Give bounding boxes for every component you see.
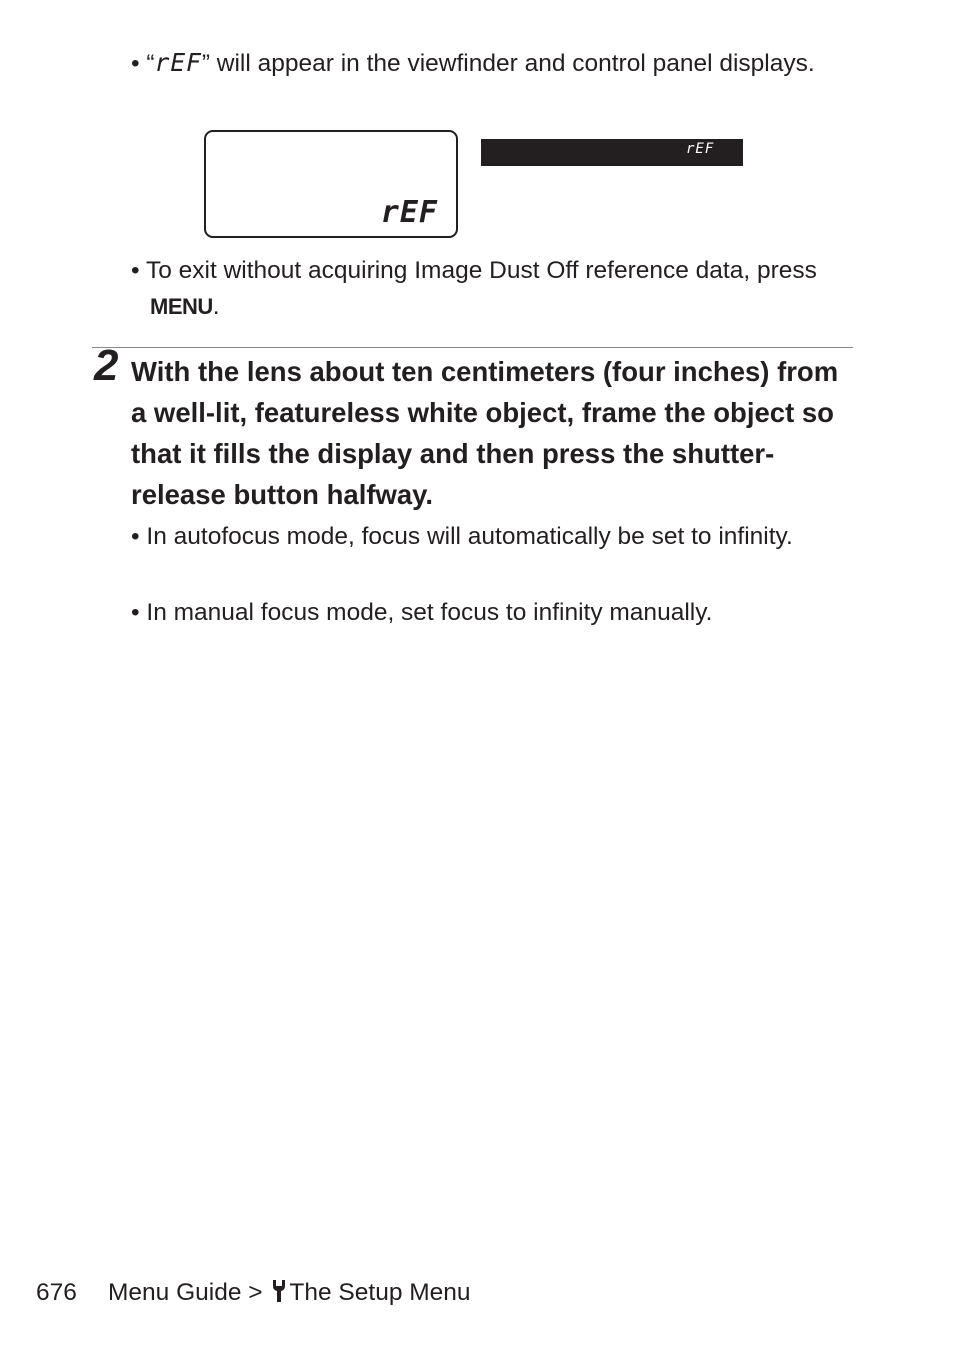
page-number: 676 bbox=[36, 1279, 77, 1306]
control-panel-illustration bbox=[204, 130, 458, 238]
viewfinder-ref-text: rEF bbox=[686, 141, 715, 157]
bullet-manual-focus: • In manual focus mode, set focus to infinity manually. bbox=[131, 599, 713, 626]
ref-lcd-text: rEF bbox=[154, 48, 202, 77]
footer-section: Menu Guide > bbox=[108, 1279, 263, 1306]
step-divider bbox=[92, 347, 853, 348]
wrench-icon bbox=[271, 1279, 287, 1313]
page-footer bbox=[36, 1276, 471, 1313]
footer-menu-name: The Setup Menu bbox=[289, 1279, 471, 1306]
bullet-ref-appears: • “rEF” will appear in the viewfinder and control panel displays. bbox=[131, 48, 815, 77]
menu-button-label: MENU bbox=[150, 294, 213, 319]
step-number: 2 bbox=[94, 341, 119, 390]
step-instruction: With the lens about ten centimeters (four inches) from a well-lit, featureless white object, frame the object so that it fills the display and then press the shutter-release button halfway. bbox=[131, 356, 839, 510]
viewfinder-illustration bbox=[481, 139, 743, 166]
bullet-autofocus: • In autofocus mode, focus will automatically be set to infinity. bbox=[131, 523, 793, 550]
control-panel-ref-text: rEF bbox=[380, 195, 438, 230]
bullet-exit-instruction: • To exit without acquiring Image Dust Off reference data, press MENU. bbox=[131, 257, 817, 320]
